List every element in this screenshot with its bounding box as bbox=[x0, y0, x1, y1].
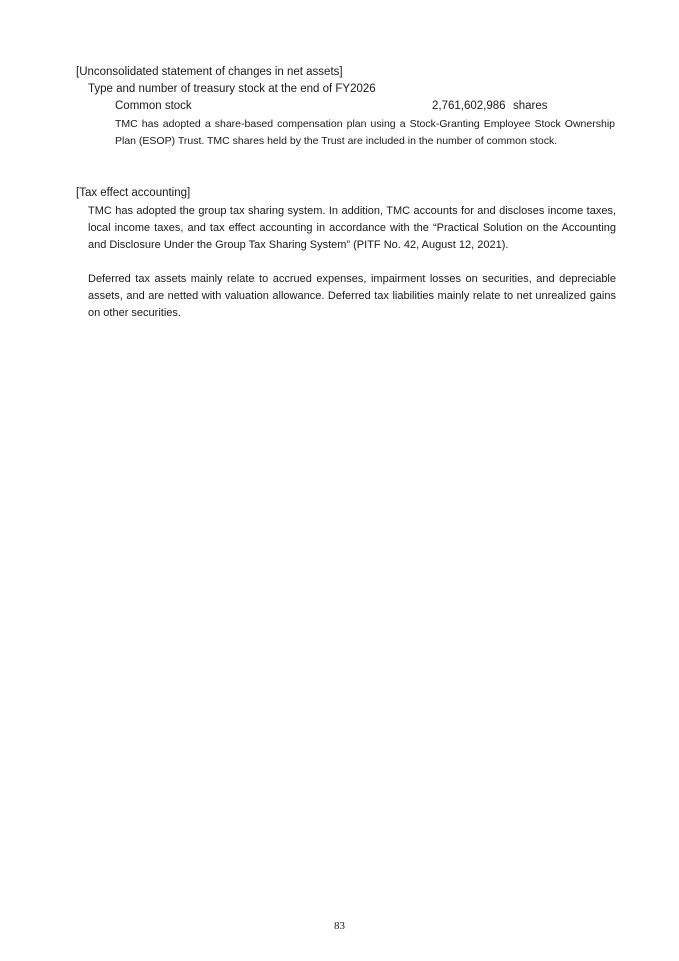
tax-paragraph-2: Deferred tax assets mainly relate to accrued expenses, impairment losses on securities, and depreciable assets, and are netted with valuation allowance. Deferred tax liabilities mainly relate to net unrealized gains on other securities. bbox=[88, 273, 616, 319]
net-assets-heading: [Unconsolidated statement of changes in net assets] bbox=[76, 66, 343, 78]
tax-paragraph-1: TMC has adopted the group tax sharing system. In addition, TMC accounts for and discloses income taxes, local income taxes, and tax effect accounting in accordance with the “Practical Solution on the Accounting and Disclosure Under the Group Tax Sharing System” (PITF No. 42, August 12, 2021). bbox=[88, 205, 616, 251]
common-stock-unit: shares bbox=[513, 100, 548, 112]
common-stock-label: Common stock bbox=[115, 100, 192, 112]
treasury-stock-subheading: Type and number of treasury stock at the end of FY2026 bbox=[88, 83, 376, 95]
tax-effect-heading: [Tax effect accounting] bbox=[76, 187, 191, 199]
esop-trust-note: TMC has adopted a share-based compensation plan using a Stock-Granting Employee Stock Ownership Plan (ESOP) Trust. TMC shares held by the Trust are included in the number of common stock. bbox=[115, 118, 615, 147]
page-number: 83 bbox=[334, 920, 345, 932]
common-stock-value: 2,761,602,986 bbox=[432, 100, 506, 112]
